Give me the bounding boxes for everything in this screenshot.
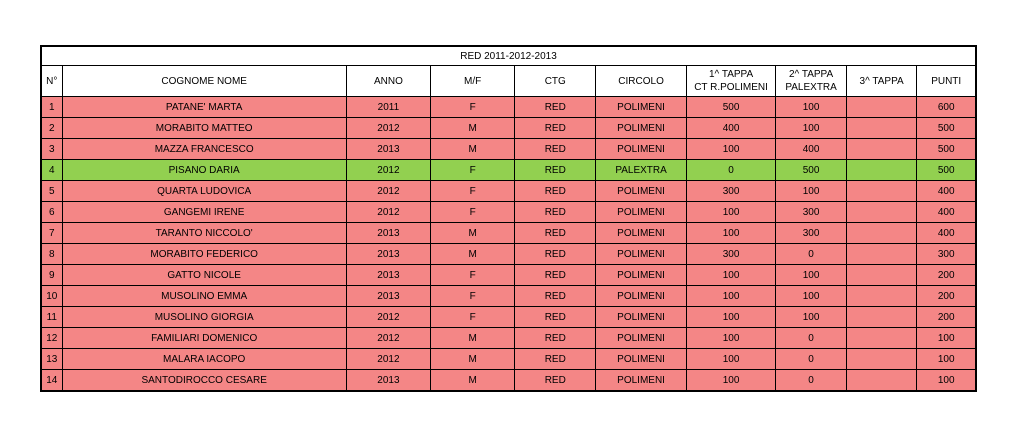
header-tappa1-line2: CT R.POLIMENI (694, 82, 768, 93)
cell-num: 5 (41, 181, 62, 202)
cell-tappa1: 300 (686, 244, 775, 265)
cell-circolo: POLIMENI (596, 118, 687, 139)
cell-name: MUSOLINO GIORGIA (62, 307, 346, 328)
cell-tappa2: 0 (776, 349, 847, 370)
cell-ctg: RED (515, 328, 596, 349)
table-row (41, 286, 976, 307)
cell-tappa3 (846, 307, 917, 328)
table-row (41, 118, 976, 139)
cell-tappa1: 100 (686, 265, 775, 286)
cell-ctg: RED (515, 202, 596, 223)
cell-name: TARANTO NICCOLO' (62, 223, 346, 244)
cell-tappa3 (846, 223, 917, 244)
cell-name: MORABITO FEDERICO (62, 244, 346, 265)
cell-punti: 500 (917, 118, 976, 139)
table-row (41, 181, 976, 202)
cell-tappa1: 100 (686, 139, 775, 160)
cell-punti: 400 (917, 181, 976, 202)
header-circolo: CIRCOLO (596, 66, 687, 97)
cell-anno: 2012 (346, 307, 430, 328)
cell-tappa3 (846, 160, 917, 181)
cell-tappa2: 300 (776, 202, 847, 223)
cell-mf: M (431, 244, 515, 265)
cell-tappa2: 0 (776, 244, 847, 265)
cell-punti: 200 (917, 307, 976, 328)
header-tappa2-line2: PALEXTRA (785, 82, 837, 93)
cell-tappa3 (846, 118, 917, 139)
cell-anno: 2012 (346, 202, 430, 223)
cell-name: PATANE' MARTA (62, 97, 346, 118)
cell-num: 3 (41, 139, 62, 160)
cell-anno: 2012 (346, 160, 430, 181)
header-name: COGNOME NOME (62, 66, 346, 97)
cell-mf: F (431, 97, 515, 118)
cell-num: 12 (41, 328, 62, 349)
cell-circolo: POLIMENI (596, 349, 687, 370)
cell-ctg: RED (515, 244, 596, 265)
cell-punti: 300 (917, 244, 976, 265)
cell-tappa1: 100 (686, 286, 775, 307)
cell-name: MALARA IACOPO (62, 349, 346, 370)
cell-circolo: POLIMENI (596, 370, 687, 392)
cell-tappa2: 300 (776, 223, 847, 244)
cell-name: QUARTA LUDOVICA (62, 181, 346, 202)
header-num: N° (41, 66, 62, 97)
header-tappa2 (776, 66, 847, 97)
cell-punti: 500 (917, 160, 976, 181)
cell-tappa1: 100 (686, 307, 775, 328)
cell-mf: F (431, 181, 515, 202)
cell-name: MORABITO MATTEO (62, 118, 346, 139)
header-tappa3: 3^ TAPPA (846, 66, 917, 97)
cell-punti: 500 (917, 139, 976, 160)
cell-ctg: RED (515, 223, 596, 244)
cell-tappa2: 100 (776, 286, 847, 307)
cell-mf: M (431, 328, 515, 349)
cell-tappa1: 300 (686, 181, 775, 202)
cell-circolo: POLIMENI (596, 181, 687, 202)
ranking-table (40, 45, 977, 392)
cell-num: 9 (41, 265, 62, 286)
cell-tappa1: 100 (686, 349, 775, 370)
cell-tappa3 (846, 202, 917, 223)
cell-num: 10 (41, 286, 62, 307)
cell-num: 14 (41, 370, 62, 392)
header-mf: M/F (431, 66, 515, 97)
cell-anno: 2011 (346, 97, 430, 118)
cell-tappa3 (846, 328, 917, 349)
cell-num: 4 (41, 160, 62, 181)
cell-circolo: POLIMENI (596, 328, 687, 349)
cell-tappa3 (846, 181, 917, 202)
table-row (41, 202, 976, 223)
cell-tappa2: 100 (776, 97, 847, 118)
cell-anno: 2013 (346, 286, 430, 307)
cell-tappa2: 100 (776, 307, 847, 328)
cell-tappa2: 500 (776, 160, 847, 181)
cell-num: 6 (41, 202, 62, 223)
cell-num: 13 (41, 349, 62, 370)
cell-num: 2 (41, 118, 62, 139)
cell-tappa2: 0 (776, 328, 847, 349)
cell-circolo: PALEXTRA (596, 160, 687, 181)
cell-anno: 2012 (346, 181, 430, 202)
cell-tappa3 (846, 265, 917, 286)
header-anno: ANNO (346, 66, 430, 97)
cell-ctg: RED (515, 307, 596, 328)
header-tappa1 (686, 66, 775, 97)
table-row (41, 328, 976, 349)
cell-num: 8 (41, 244, 62, 265)
cell-tappa3 (846, 97, 917, 118)
cell-anno: 2013 (346, 139, 430, 160)
cell-punti: 200 (917, 286, 976, 307)
cell-tappa1: 500 (686, 97, 775, 118)
cell-tappa2: 0 (776, 370, 847, 392)
cell-ctg: RED (515, 97, 596, 118)
table-title-row (41, 46, 976, 66)
cell-circolo: POLIMENI (596, 265, 687, 286)
table-row (41, 223, 976, 244)
cell-tappa1: 100 (686, 223, 775, 244)
header-tappa2-line1: 2^ TAPPA (789, 69, 834, 80)
cell-ctg: RED (515, 160, 596, 181)
cell-mf: M (431, 223, 515, 244)
table-row (41, 265, 976, 286)
cell-anno: 2012 (346, 118, 430, 139)
cell-tappa2: 100 (776, 118, 847, 139)
cell-circolo: POLIMENI (596, 307, 687, 328)
cell-mf: F (431, 307, 515, 328)
cell-num: 1 (41, 97, 62, 118)
cell-tappa3 (846, 139, 917, 160)
cell-mf: M (431, 139, 515, 160)
cell-circolo: POLIMENI (596, 244, 687, 265)
table-title: RED 2011-2012-2013 (41, 46, 976, 66)
cell-tappa1: 400 (686, 118, 775, 139)
table-row (41, 160, 976, 181)
cell-name: GATTO NICOLE (62, 265, 346, 286)
cell-circolo: POLIMENI (596, 202, 687, 223)
table-row (41, 349, 976, 370)
cell-punti: 100 (917, 328, 976, 349)
header-row (41, 66, 976, 97)
cell-mf: F (431, 160, 515, 181)
cell-name: MUSOLINO EMMA (62, 286, 346, 307)
cell-tappa3 (846, 244, 917, 265)
cell-anno: 2013 (346, 244, 430, 265)
cell-name: GANGEMI IRENE (62, 202, 346, 223)
table-row (41, 244, 976, 265)
cell-ctg: RED (515, 139, 596, 160)
cell-ctg: RED (515, 118, 596, 139)
cell-tappa1: 100 (686, 328, 775, 349)
cell-mf: M (431, 349, 515, 370)
table-row (41, 139, 976, 160)
cell-ctg: RED (515, 349, 596, 370)
cell-mf: F (431, 202, 515, 223)
cell-ctg: RED (515, 286, 596, 307)
header-punti: PUNTI (917, 66, 976, 97)
cell-mf: M (431, 370, 515, 392)
cell-punti: 100 (917, 349, 976, 370)
cell-tappa2: 100 (776, 181, 847, 202)
cell-punti: 200 (917, 265, 976, 286)
cell-tappa1: 0 (686, 160, 775, 181)
header-tappa1-line1: 1^ TAPPA (708, 69, 754, 80)
table-row (41, 307, 976, 328)
cell-name: MAZZA FRANCESCO (62, 139, 346, 160)
cell-tappa3 (846, 286, 917, 307)
cell-name: PISANO DARIA (62, 160, 346, 181)
cell-circolo: POLIMENI (596, 97, 687, 118)
cell-punti: 100 (917, 370, 976, 392)
cell-ctg: RED (515, 181, 596, 202)
cell-ctg: RED (515, 370, 596, 392)
cell-ctg: RED (515, 265, 596, 286)
cell-circolo: POLIMENI (596, 139, 687, 160)
table-row (41, 370, 976, 392)
cell-tappa2: 400 (776, 139, 847, 160)
cell-name: SANTODIROCCO CESARE (62, 370, 346, 392)
cell-punti: 600 (917, 97, 976, 118)
cell-circolo: POLIMENI (596, 223, 687, 244)
cell-tappa1: 100 (686, 202, 775, 223)
cell-punti: 400 (917, 223, 976, 244)
cell-tappa1: 100 (686, 370, 775, 392)
cell-anno: 2013 (346, 370, 430, 392)
cell-num: 7 (41, 223, 62, 244)
cell-circolo: POLIMENI (596, 286, 687, 307)
cell-tappa3 (846, 370, 917, 392)
cell-anno: 2013 (346, 223, 430, 244)
cell-name: FAMILIARI DOMENICO (62, 328, 346, 349)
cell-anno: 2012 (346, 328, 430, 349)
cell-mf: F (431, 265, 515, 286)
cell-tappa2: 100 (776, 265, 847, 286)
header-ctg: CTG (515, 66, 596, 97)
cell-anno: 2013 (346, 265, 430, 286)
cell-anno: 2012 (346, 349, 430, 370)
table-row (41, 97, 976, 118)
cell-mf: M (431, 118, 515, 139)
cell-mf: F (431, 286, 515, 307)
cell-punti: 400 (917, 202, 976, 223)
cell-tappa3 (846, 349, 917, 370)
cell-num: 11 (41, 307, 62, 328)
